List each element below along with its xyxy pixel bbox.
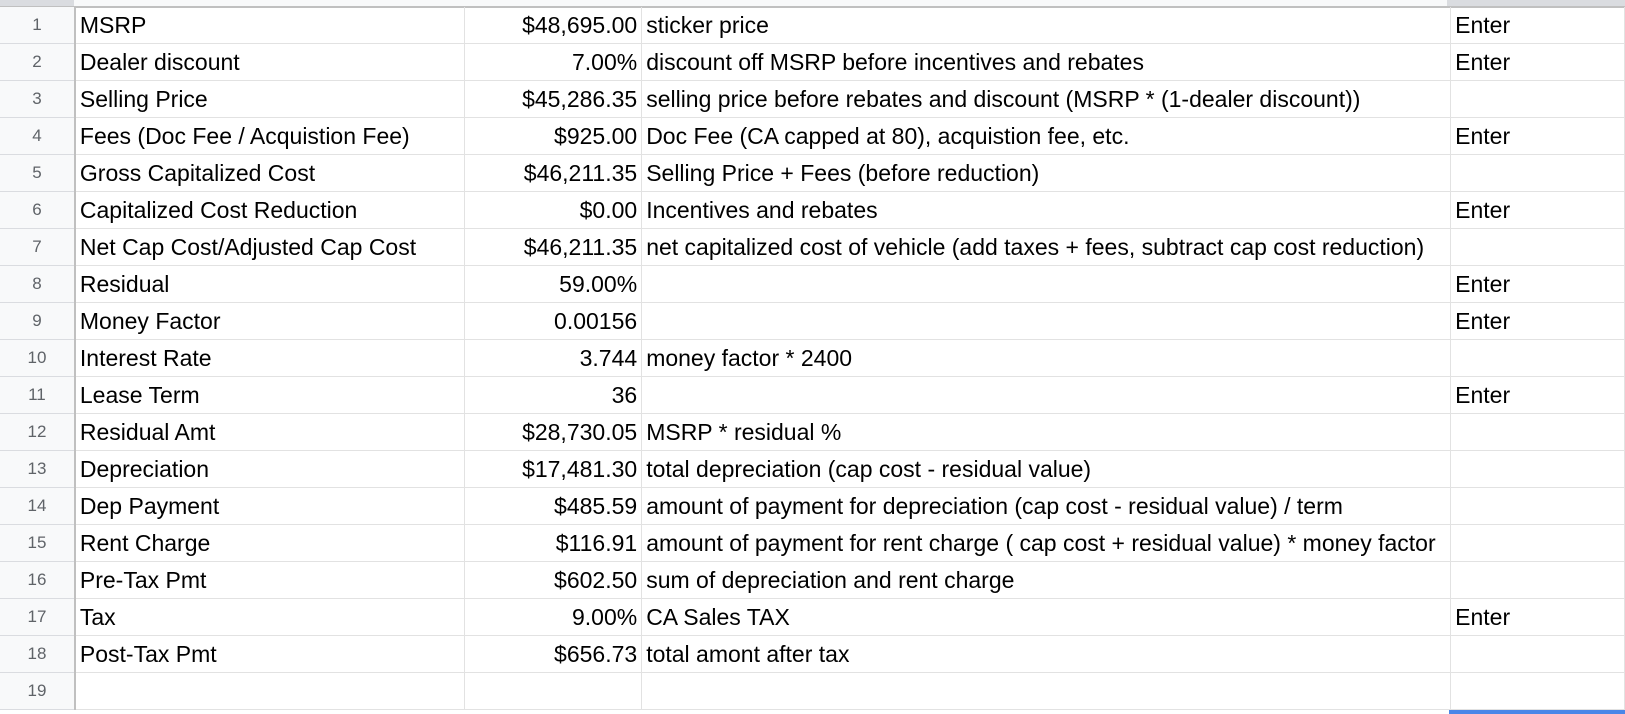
label-cell[interactable]: Dealer discount — [75, 44, 465, 81]
description-cell[interactable]: discount off MSRP before incentives and rebates — [642, 44, 1451, 81]
description-cell[interactable]: CA Sales TAX — [642, 599, 1451, 636]
value-cell[interactable]: $116.91 — [465, 525, 642, 562]
label-cell[interactable]: Money Factor — [75, 303, 465, 340]
enter-cell[interactable] — [1451, 155, 1625, 192]
enter-cell[interactable]: Enter — [1451, 118, 1625, 155]
description-cell[interactable]: Selling Price + Fees (before reduction) — [642, 155, 1451, 192]
enter-cell[interactable]: Enter — [1451, 599, 1625, 636]
selection-indicator — [1449, 710, 1625, 714]
row-number[interactable]: 4 — [0, 118, 75, 155]
label-cell[interactable]: Post-Tax Pmt — [75, 636, 465, 673]
column-header-selected[interactable] — [1447, 0, 1625, 6]
label-cell[interactable]: Selling Price — [75, 81, 465, 118]
value-cell[interactable] — [465, 673, 642, 710]
row-number[interactable]: 2 — [0, 44, 75, 81]
description-cell[interactable]: sticker price — [642, 7, 1451, 44]
sheet-row — [0, 7, 1625, 44]
description-cell[interactable]: sum of depreciation and rent charge — [642, 562, 1451, 599]
label-cell[interactable]: Rent Charge — [75, 525, 465, 562]
row-number[interactable]: 7 — [0, 229, 75, 266]
sheet-row — [0, 303, 1625, 340]
value-cell[interactable]: $656.73 — [465, 636, 642, 673]
enter-cell[interactable]: Enter — [1451, 303, 1625, 340]
value-cell[interactable]: $17,481.30 — [465, 451, 642, 488]
enter-cell[interactable] — [1451, 340, 1625, 377]
enter-cell[interactable] — [1451, 562, 1625, 599]
description-cell[interactable]: total amont after tax — [642, 636, 1451, 673]
description-cell[interactable] — [642, 303, 1451, 340]
description-cell[interactable] — [642, 673, 1451, 710]
label-cell[interactable]: Gross Capitalized Cost — [75, 155, 465, 192]
label-cell[interactable]: Residual Amt — [75, 414, 465, 451]
row-number[interactable]: 5 — [0, 155, 75, 192]
description-cell[interactable]: Doc Fee (CA capped at 80), acquistion fee, etc. — [642, 118, 1451, 155]
row-number[interactable]: 1 — [0, 7, 75, 44]
sheet-row — [0, 673, 1625, 710]
value-cell[interactable]: $925.00 — [465, 118, 642, 155]
row-number[interactable]: 13 — [0, 451, 75, 488]
row-number[interactable]: 3 — [0, 81, 75, 118]
row-number[interactable]: 10 — [0, 340, 75, 377]
sheet-row — [0, 562, 1625, 599]
value-cell[interactable]: 0.00156 — [465, 303, 642, 340]
sheet-row — [0, 451, 1625, 488]
label-cell[interactable]: Residual — [75, 266, 465, 303]
value-cell[interactable]: $46,211.35 — [465, 229, 642, 266]
description-cell[interactable]: selling price before rebates and discount (MSRP * (1-dealer discount)) — [642, 81, 1451, 118]
value-cell[interactable]: 59.00% — [465, 266, 642, 303]
row-number[interactable]: 12 — [0, 414, 75, 451]
row-number[interactable]: 8 — [0, 266, 75, 303]
value-cell[interactable]: 9.00% — [465, 599, 642, 636]
enter-cell[interactable] — [1451, 229, 1625, 266]
value-cell[interactable]: $485.59 — [465, 488, 642, 525]
row-number[interactable]: 19 — [0, 673, 75, 710]
description-cell[interactable] — [642, 377, 1451, 414]
enter-cell[interactable]: Enter — [1451, 266, 1625, 303]
enter-cell[interactable]: Enter — [1451, 7, 1625, 44]
value-cell[interactable]: $0.00 — [465, 192, 642, 229]
enter-cell[interactable] — [1451, 488, 1625, 525]
value-cell[interactable]: 7.00% — [465, 44, 642, 81]
sheet-row — [0, 192, 1625, 229]
label-cell[interactable]: Dep Payment — [75, 488, 465, 525]
sheet-row — [0, 414, 1625, 451]
enter-cell[interactable] — [1451, 525, 1625, 562]
description-cell[interactable]: amount of payment for rent charge ( cap cost + residual value) * money factor — [642, 525, 1451, 562]
label-cell[interactable]: MSRP — [75, 7, 465, 44]
description-cell[interactable]: MSRP * residual % — [642, 414, 1451, 451]
value-cell[interactable]: 3.744 — [465, 340, 642, 377]
value-cell[interactable]: $602.50 — [465, 562, 642, 599]
cell-grid — [0, 7, 1625, 710]
sheet-row — [0, 81, 1625, 118]
row-number[interactable]: 17 — [0, 599, 75, 636]
sheet-row — [0, 488, 1625, 525]
row-number[interactable]: 16 — [0, 562, 75, 599]
description-cell[interactable]: amount of payment for depreciation (cap cost - residual value) / term — [642, 488, 1451, 525]
label-cell[interactable]: Fees (Doc Fee / Acquistion Fee) — [75, 118, 465, 155]
description-cell[interactable]: net capitalized cost of vehicle (add taxes + fees, subtract cap cost reduction) — [642, 229, 1451, 266]
value-cell[interactable]: $45,286.35 — [465, 81, 642, 118]
sheet-row — [0, 340, 1625, 377]
row-number[interactable]: 14 — [0, 488, 75, 525]
sheet-row — [0, 229, 1625, 266]
value-cell[interactable]: $46,211.35 — [465, 155, 642, 192]
enter-cell[interactable] — [1451, 414, 1625, 451]
description-cell[interactable]: total depreciation (cap cost - residual value) — [642, 451, 1451, 488]
description-cell[interactable] — [642, 266, 1451, 303]
sheet-row — [0, 599, 1625, 636]
label-cell[interactable]: Net Cap Cost/Adjusted Cap Cost — [75, 229, 465, 266]
select-all-corner[interactable] — [0, 0, 74, 6]
sheet-row — [0, 377, 1625, 414]
label-cell[interactable]: Pre-Tax Pmt — [75, 562, 465, 599]
enter-cell[interactable]: Enter — [1451, 192, 1625, 229]
row-number[interactable]: 6 — [0, 192, 75, 229]
value-cell[interactable]: 36 — [465, 377, 642, 414]
enter-cell[interactable] — [1451, 673, 1625, 710]
description-cell[interactable]: money factor * 2400 — [642, 340, 1451, 377]
description-cell[interactable]: Incentives and rebates — [642, 192, 1451, 229]
row-number[interactable]: 15 — [0, 525, 75, 562]
sheet-row — [0, 525, 1625, 562]
sheet-row — [0, 155, 1625, 192]
value-cell[interactable]: $48,695.00 — [465, 7, 642, 44]
label-cell[interactable]: Lease Term — [75, 377, 465, 414]
row-number[interactable]: 18 — [0, 636, 75, 673]
enter-cell[interactable] — [1451, 636, 1625, 673]
sheet-row — [0, 44, 1625, 81]
enter-cell[interactable] — [1451, 81, 1625, 118]
label-cell[interactable]: Depreciation — [75, 451, 465, 488]
row-number[interactable]: 9 — [0, 303, 75, 340]
label-cell[interactable] — [75, 673, 465, 710]
value-cell[interactable]: $28,730.05 — [465, 414, 642, 451]
enter-cell[interactable]: Enter — [1451, 377, 1625, 414]
sheet-row — [0, 118, 1625, 155]
sheet-row — [0, 636, 1625, 673]
label-cell[interactable]: Interest Rate — [75, 340, 465, 377]
label-cell[interactable]: Tax — [75, 599, 465, 636]
label-cell[interactable]: Capitalized Cost Reduction — [75, 192, 465, 229]
row-number[interactable]: 11 — [0, 377, 75, 414]
sheet-row — [0, 266, 1625, 303]
enter-cell[interactable]: Enter — [1451, 44, 1625, 81]
enter-cell[interactable] — [1451, 451, 1625, 488]
